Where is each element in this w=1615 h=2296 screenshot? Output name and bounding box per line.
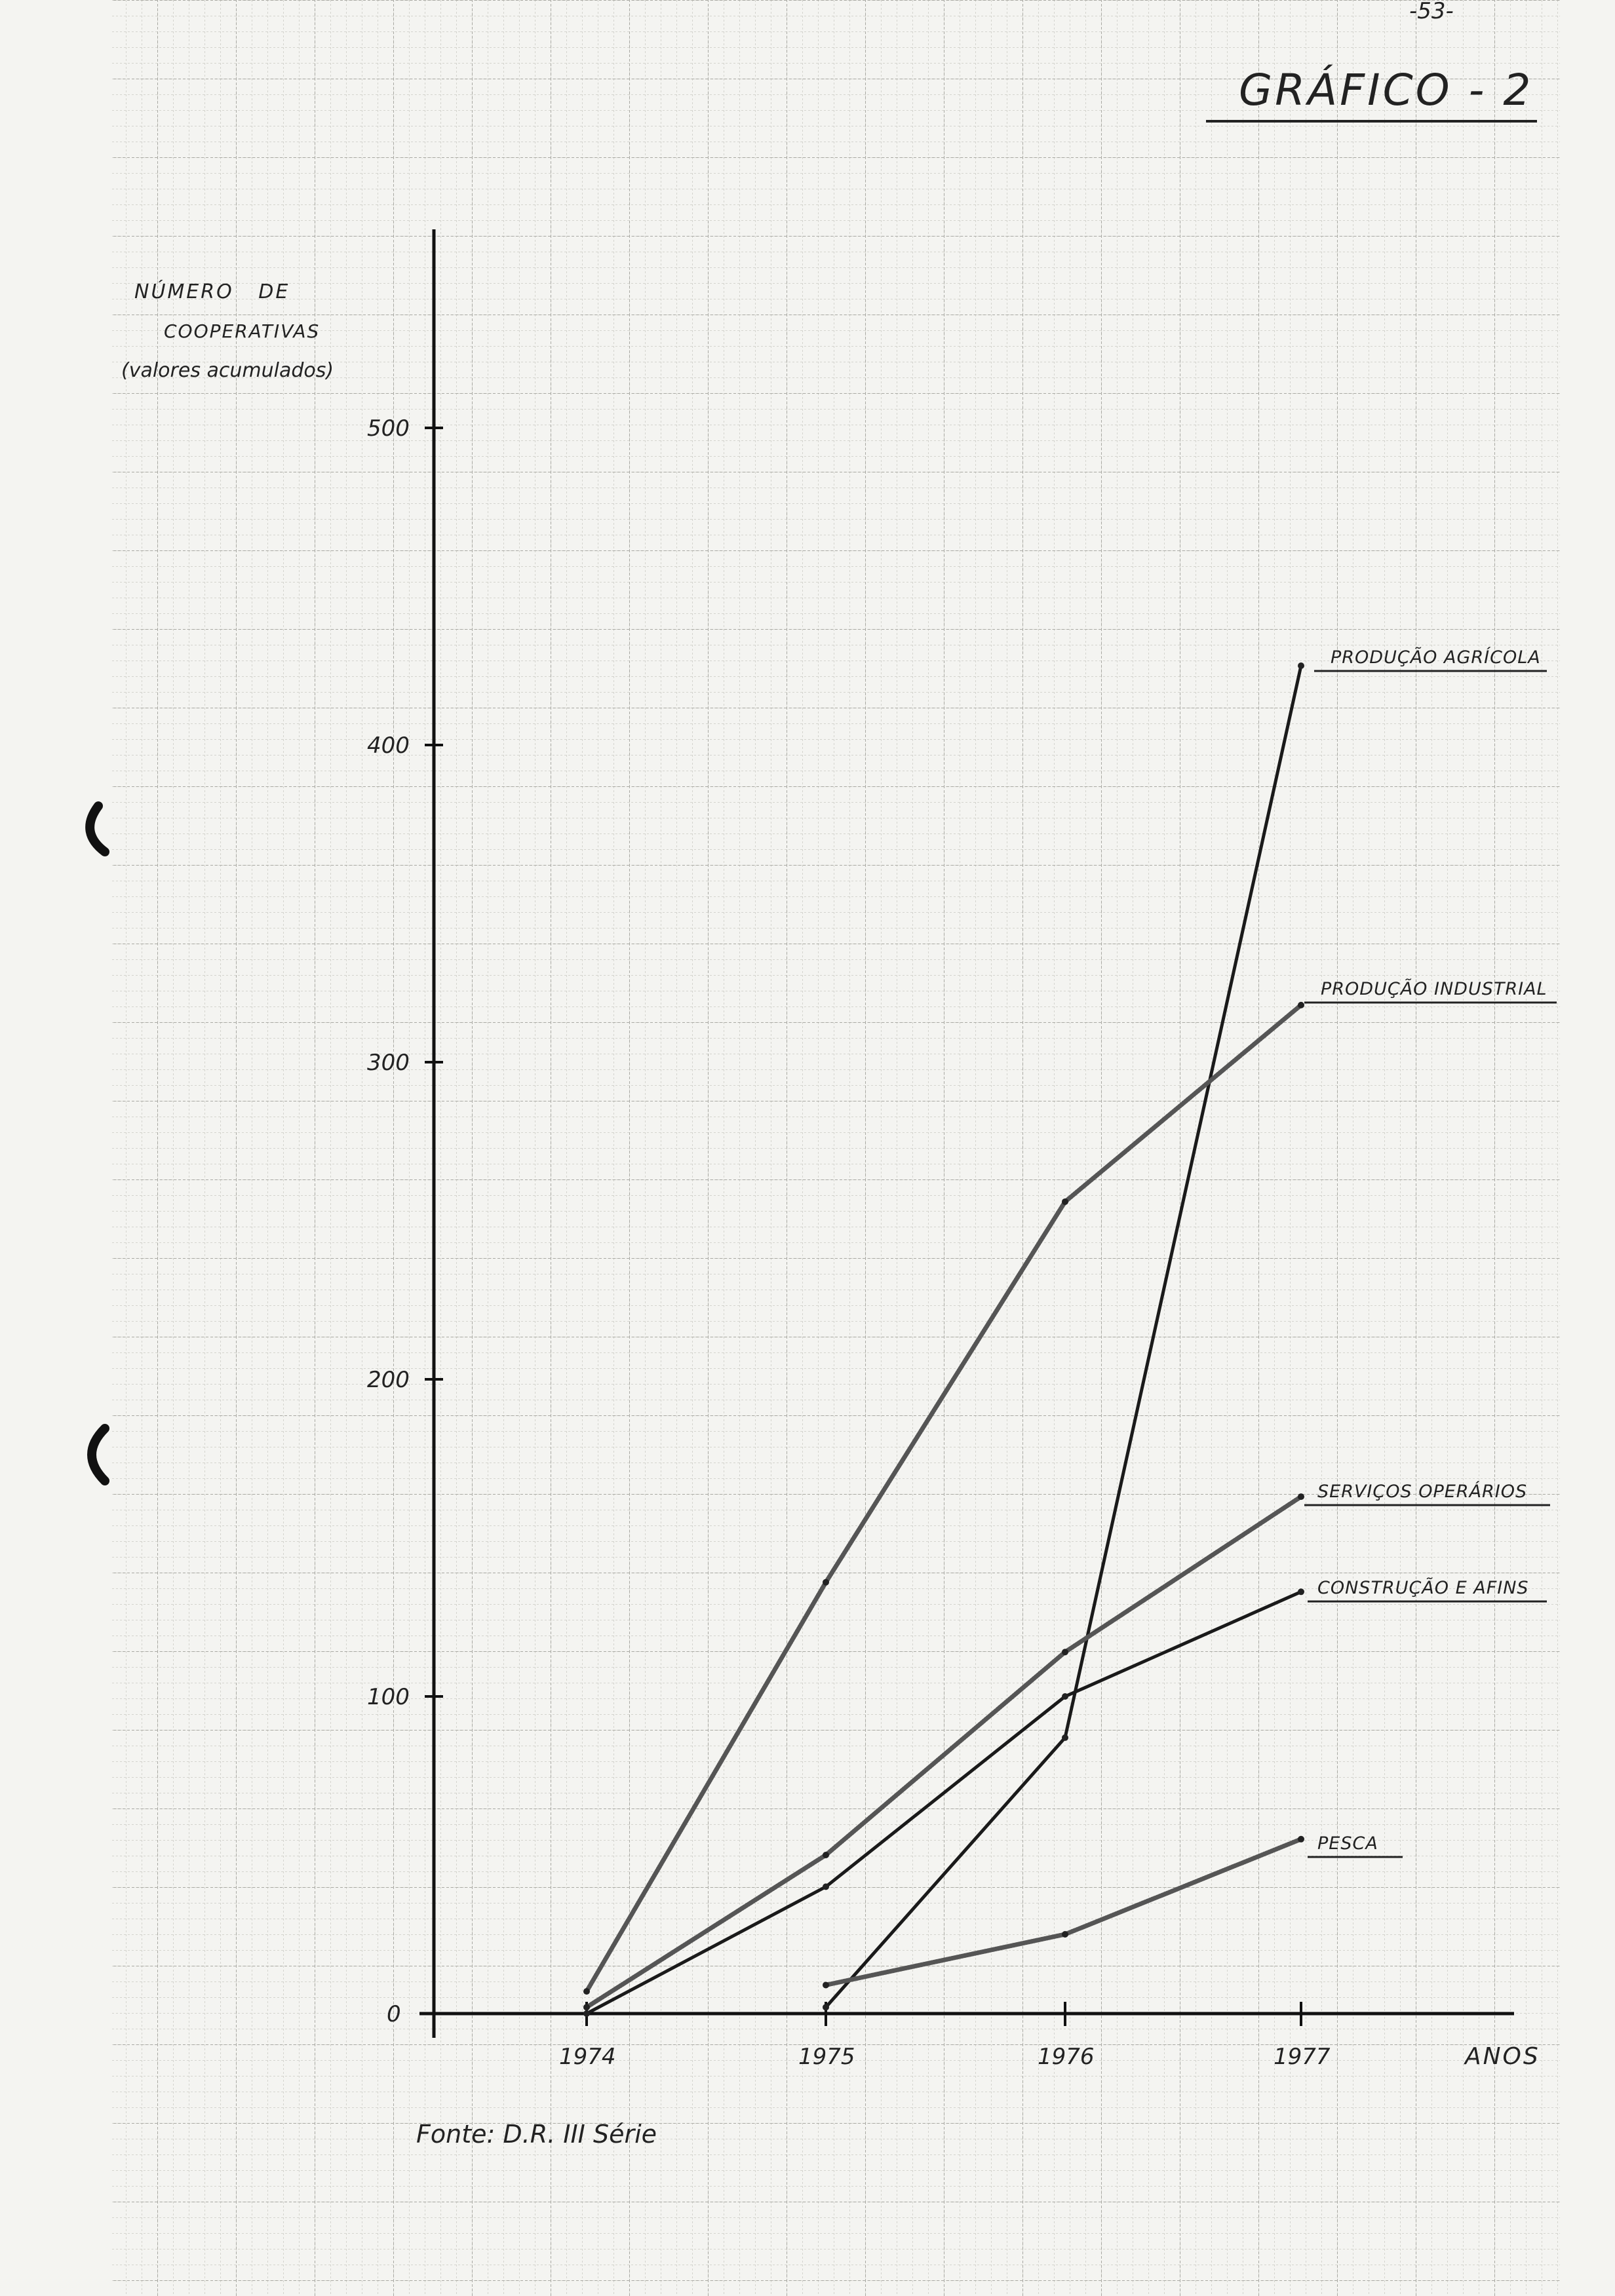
- y-axis-label-line-2: COOPERATIVAS: [164, 320, 321, 342]
- chart-title: GRÁFICO - 2: [1239, 65, 1534, 115]
- y-tick-label: 0: [387, 2001, 401, 2027]
- data-point-servicos-operarios: [823, 1852, 829, 1858]
- data-point-producao-agricola: [1298, 662, 1304, 669]
- binder-hole-top: [90, 806, 105, 852]
- x-tick-label: 1975: [798, 2044, 855, 2070]
- y-axis-label-line-3: (valores acumulados): [121, 359, 334, 382]
- data-point-servicos-operarios: [1062, 1649, 1068, 1655]
- data-point-producao-industrial: [1062, 1198, 1068, 1205]
- graph-paper-major-grid: [111, 0, 1560, 2296]
- y-tick-label: 500: [367, 415, 410, 442]
- data-point-construcao-e-afins: [583, 2010, 590, 2017]
- page-mark: -53-: [1409, 0, 1454, 24]
- binder-hole-bottom: [92, 1428, 105, 1481]
- data-point-construcao-e-afins: [823, 1883, 829, 1890]
- x-tick-label: 1974: [559, 2044, 616, 2070]
- data-point-producao-industrial: [1298, 1002, 1304, 1008]
- data-point-construcao-e-afins: [1298, 1588, 1304, 1595]
- y-tick-label: 400: [367, 733, 410, 759]
- series-label-construcao-e-afins: CONSTRUÇÃO E AFINS: [1317, 1578, 1529, 1598]
- data-point-servicos-operarios: [583, 2004, 590, 2010]
- y-tick-label: 100: [367, 1684, 410, 1710]
- data-point-construcao-e-afins: [1062, 1693, 1068, 1700]
- data-point-producao-industrial: [823, 1579, 829, 1586]
- y-tick-label: 300: [367, 1050, 410, 1076]
- data-point-producao-agricola: [1062, 1734, 1068, 1741]
- series-label-producao-agricola: PRODUÇÃO AGRÍCOLA: [1331, 647, 1541, 668]
- source-note: Fonte: D.R. III Série: [416, 2120, 657, 2149]
- data-point-pesca: [823, 1981, 829, 1988]
- x-tick-label: 1976: [1038, 2044, 1095, 2070]
- y-axis-label-line-1: NÚMERO DE: [134, 280, 290, 303]
- series-label-pesca: PESCA: [1317, 1833, 1378, 1854]
- data-point-pesca: [1298, 1836, 1304, 1843]
- data-point-producao-agricola: [823, 2004, 829, 2010]
- data-point-pesca: [1062, 1931, 1068, 1938]
- series-label-servicos-operarios: SERVIÇOS OPERÁRIOS: [1317, 1482, 1528, 1502]
- data-point-servicos-operarios: [1298, 1493, 1304, 1500]
- x-axis-label: ANOS: [1465, 2043, 1540, 2070]
- y-tick-label: 200: [367, 1367, 410, 1393]
- data-point-producao-industrial: [583, 1988, 590, 1995]
- x-tick-label: 1977: [1274, 2044, 1331, 2070]
- series-label-producao-industrial: PRODUÇÃO INDUSTRIAL: [1321, 979, 1547, 999]
